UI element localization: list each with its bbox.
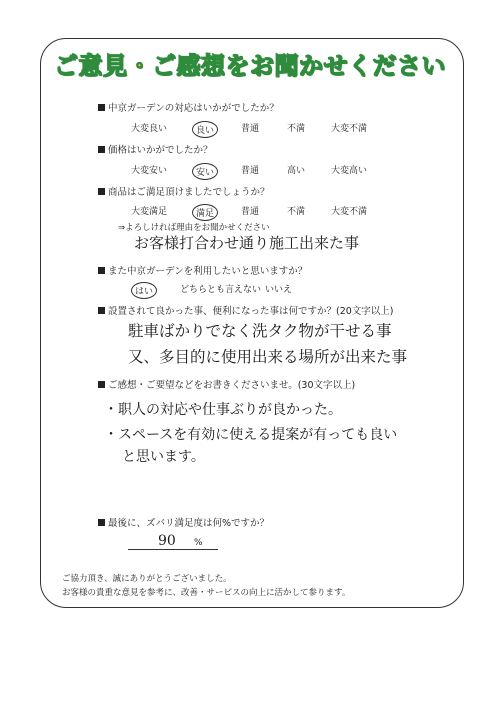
bullet-square-icon [98, 381, 105, 388]
options-product [0, 204, 500, 218]
feedback-handwritten-line-2: ・スペースを有効に使える提案が有っても良い [104, 427, 398, 443]
question-feedback [98, 377, 355, 391]
option-product-unsatisfied[interactable]: 不満 [287, 207, 306, 217]
bullet-square-icon [98, 188, 105, 195]
option-reuse-yes-selected[interactable]: はい [131, 282, 157, 299]
option-service-unsatisfied[interactable]: 不満 [287, 124, 306, 134]
reason-handwritten-answer: お客様打合わせ通り施工出来た事 [134, 234, 360, 252]
benefits-handwritten-line-1: 駐車ばかりでなく洗タク物が干せる事 [128, 322, 392, 340]
page-title: ご意見・ご感想をお聞かせください [54, 52, 446, 80]
question-satisfaction-text: 最後に、ズバリ満足度は何%ですか？ [108, 518, 270, 529]
bullet-square-icon [98, 519, 105, 526]
question-product-text: 商品はご満足頂けましたでしょうか？ [108, 187, 270, 198]
question-service [98, 100, 279, 114]
question-satisfaction [98, 515, 269, 529]
satisfaction-answer-line [128, 549, 218, 550]
feedback-handwritten-line-3: と思います。 [122, 449, 205, 465]
option-reuse-undecided[interactable]: どちらとも言えない [180, 285, 262, 295]
feedback-handwritten-line-1: ・职人の対応や仕事ぶりが良かった。 [104, 402, 342, 418]
option-product-satisfied-selected[interactable]: 満足 [192, 204, 218, 221]
bullet-square-icon [98, 146, 105, 153]
question-benefits-text: 設置されて良かった事、便利になった事は何ですか？(20文字以上) [108, 306, 394, 317]
question-feedback-text: ご感想・ご要望などをお書きくださいませ。(30文字以上) [108, 380, 356, 391]
bullet-square-icon [98, 307, 105, 314]
question-price-text: 価格はいかがでしたか？ [108, 145, 213, 156]
option-service-good-selected[interactable]: 良い [192, 121, 218, 138]
option-price-very-cheap[interactable]: 大変安い [131, 166, 168, 176]
option-service-normal[interactable]: 普通 [241, 124, 260, 134]
options-reuse [0, 282, 500, 296]
option-price-cheap-selected[interactable]: 安い [192, 163, 218, 180]
options-service [0, 121, 500, 135]
option-price-very-expensive[interactable]: 大変高い [331, 166, 368, 176]
footer-note: お客様の貴重な意見を参考に、改善・サービスの向上に活かして参ります。 [62, 588, 351, 598]
question-product [98, 184, 270, 198]
bullet-square-icon [98, 104, 105, 111]
question-benefits [98, 303, 394, 317]
bullet-square-icon [98, 267, 105, 274]
question-price [98, 142, 213, 156]
option-price-normal[interactable]: 普通 [241, 166, 260, 176]
options-price [0, 163, 500, 177]
option-price-expensive[interactable]: 高い [287, 166, 306, 176]
option-service-very-good[interactable]: 大変良い [131, 124, 168, 134]
option-reuse-no[interactable]: いいえ [265, 285, 293, 295]
satisfaction-unit: % [194, 538, 203, 548]
footer-thanks: ご協力頂き、誠にありがとうございました。 [62, 574, 232, 584]
question-service-text: 中京ガーデンの対応はいかがでしたか？ [108, 103, 279, 114]
satisfaction-handwritten-value: 90 [158, 533, 176, 549]
option-product-very-unsatisfied[interactable]: 大変不満 [331, 207, 368, 217]
reason-prompt: ⇒よろしければ理由をお聞かせください [118, 223, 270, 233]
question-reuse-text: また中京ガーデンを利用したいと思いますか？ [108, 266, 308, 277]
option-product-very-satisfied[interactable]: 大変満足 [131, 207, 168, 217]
option-service-very-unsatisfied[interactable]: 大変不満 [331, 124, 368, 134]
benefits-handwritten-line-2: 又、多目的に使用出来る場所が出来た事 [128, 348, 408, 366]
question-reuse [98, 263, 307, 277]
option-product-normal[interactable]: 普通 [241, 207, 260, 217]
